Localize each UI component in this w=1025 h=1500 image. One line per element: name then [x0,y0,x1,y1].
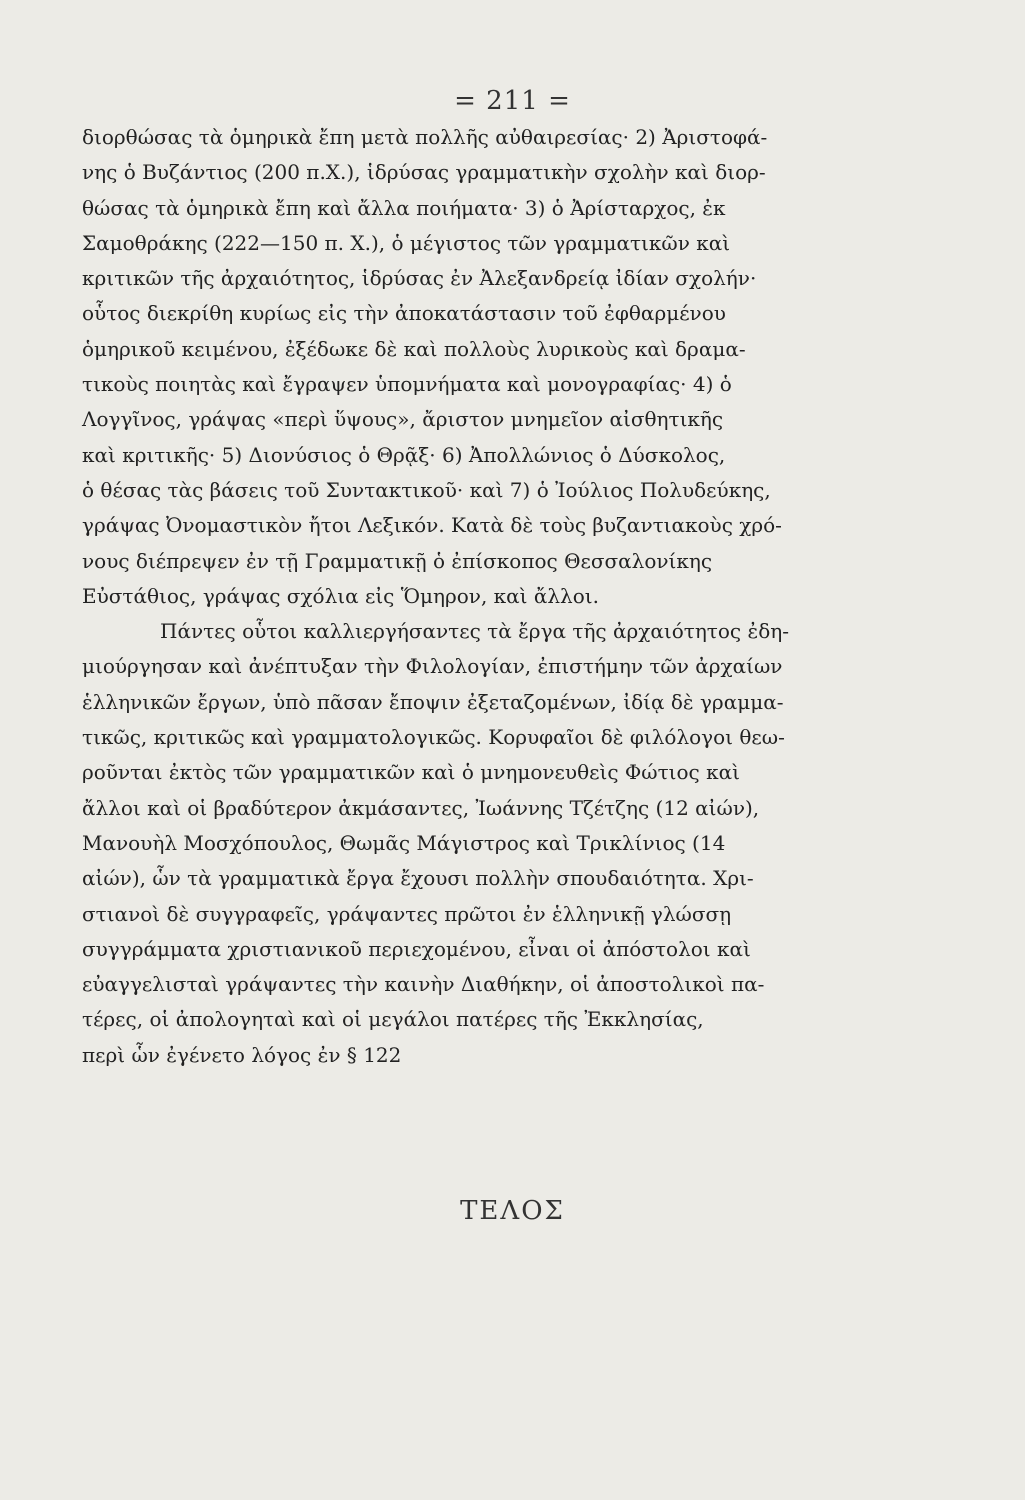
text-line: Λογγῖνος, γράψας «περὶ ὕψους», ἄριστον μνημεῖον αἰσθητικῆς [82,407,724,432]
text-line: θώσας τὰ ὁμηρικὰ ἔπη καὶ ἄλλα ποιήματα· 3) ὁ Ἀρίσταρχος, ἐκ [82,195,726,220]
main-text [82,120,852,1073]
text-line: Πάντες οὗτοι καλλιεργήσαντες τὰ ἔργα τῆς ἀρχαιότητος ἐδη- [160,619,789,644]
text-line: νης ὁ Βυζάντιος (200 π.Χ.), ἱδρύσας γραμματικὴν σχολὴν καὶ διορ- [82,160,766,185]
text-line: ὁ θέσας τὰς βάσεις τοῦ Συντακτικοῦ· καὶ 7) ὁ Ἰούλιος Πολυδεύκης, [82,477,771,502]
text-line: ὁμηρικοῦ κειμένου, ἐξέδωκε δὲ καὶ πολλοὺς λυρικοὺς καὶ δραμα- [82,336,746,361]
text-line: περὶ ὧν ἐγένετο λόγος ἐν § 122 [82,1042,402,1067]
text-line: τικῶς, κριτικῶς καὶ γραμματολογικῶς. Κορυφαῖοι δὲ φιλόλογοι θεω- [82,725,785,750]
text-line: ἑλληνικῶν ἔργων, ὑπὸ πᾶσαν ἔποψιν ἐξεταζομένων, ἰδίᾳ δὲ γραμμα- [82,689,784,714]
page-number: = 211 = [454,86,571,116]
text-line: ροῦνται ἐκτὸς τῶν γραμματικῶν καὶ ὁ μνημονευθεὶς Φώτιος καὶ [82,760,740,785]
text-line: Σαμοθράκης (222—150 π. Χ.), ὁ μέγιστος τῶν γραμματικῶν καὶ [82,230,731,255]
text-line: μιούργησαν καὶ ἀνέπτυξαν τὴν Φιλολογίαν, ἐπιστήμην τῶν ἀρχαίων [82,654,783,679]
text-line: στιανοὶ δὲ συγγραφεῖς, γράψαντες πρῶτοι ἐν ἑλληνικῇ γλώσσῃ [82,901,732,926]
text-line: τέρες, οἱ ἀπολογηταὶ καὶ οἱ μεγάλοι πατέρες τῆς Ἐκκλησίας, [82,1007,704,1032]
text-line: Εὐστάθιος, γράψας σχόλια εἰς Ὅμηρον, καὶ ἄλλοι. [82,583,599,608]
text-line: διορθώσας τὰ ὁμηρικὰ ἔπη μετὰ πολλῆς αὐθαιρεσίας· 2) Ἀριστοφά- [82,125,768,149]
paragraph-1 [82,120,852,614]
paragraph-2 [82,614,852,1073]
text-line: νους διέπρεψεν ἐν τῇ Γραμματικῇ ὁ ἐπίσκοπος Θεσσαλονίκης [82,548,713,573]
text-line: κριτικῶν τῆς ἀρχαιότητος, ἱδρύσας ἐν Ἀλεξανδρείᾳ ἰδίαν σχολήν· [82,266,757,291]
text-line: συγγράμματα χριστιανικοῦ περιεχομένου, εἶναι οἱ ἀπόστολοι καὶ [82,936,751,961]
text-line: γράψας Ὀνομαστικὸν ἤτοι Λεξικόν. Κατὰ δὲ τοὺς βυζαντιακοὺς χρό- [82,513,782,538]
text-line: τικοὺς ποιητὰς καὶ ἔγραψεν ὑπομνήματα καὶ μονογραφίας· 4) ὁ [82,372,732,397]
text-line: Μανουὴλ Μοσχόπουλος, Θωμᾶς Μάγιστρος καὶ Τρικλίνιος (14 [82,830,726,855]
text-line: καὶ κριτικῆς· 5) Διονύσιος ὁ Θρᾷξ· 6) Ἀπολλώνιος ὁ Δύσκολος, [82,442,726,467]
text-line: εὐαγγελισταὶ γράψαντες τὴν καινὴν Διαθήκην, οἱ ἀποστολικοὶ πα- [82,972,765,997]
text-line: ἄλλοι καὶ οἱ βραδύτερον ἀκμάσαντες, Ἰωάννης Τζέτζης (12 αἰών), [82,795,760,820]
end-mark: ΤΕΛΟΣ [460,1196,565,1226]
text-line: οὗτος διεκρίθη κυρίως εἰς τὴν ἀποκατάστασιν τοῦ ἐφθαρμένου [82,301,726,326]
text-line: αἰών), ὧν τὰ γραμματικὰ ἔργα ἔχουσι πολλὴν σπουδαιότητα. Χρι- [82,866,754,891]
